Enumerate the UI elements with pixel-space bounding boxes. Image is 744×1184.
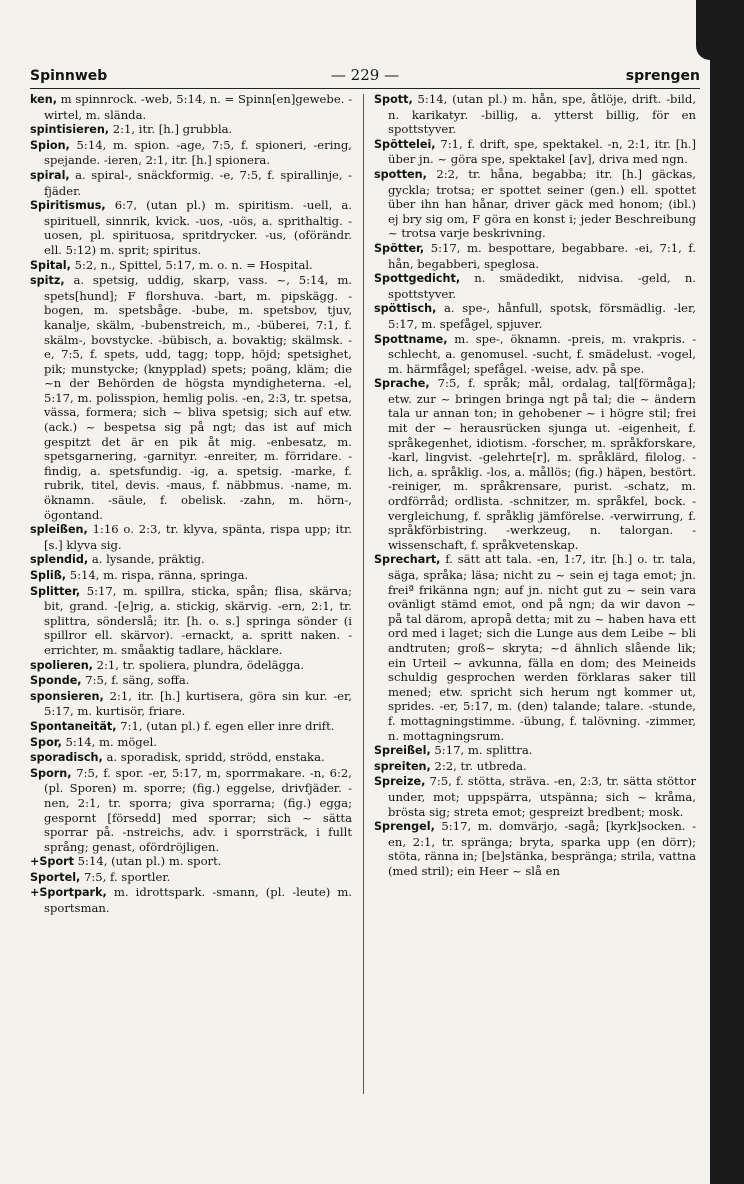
headword: Sprache, [374,377,430,391]
headword: spöttisch, [374,302,437,316]
dictionary-entry [374,241,696,271]
dictionary-entry [30,766,352,855]
dictionary-entry [30,122,352,138]
page-number: — 229 — [330,66,400,84]
dictionary-entry [30,522,352,552]
headword: Spontaneität, [30,719,117,733]
right-column [374,92,696,878]
headword: spolieren, [30,658,93,672]
headword: Spötter, [374,241,425,255]
entry-definition: 7:5, f. sportler. [80,869,171,884]
left-column [30,92,352,916]
dictionary-entry [30,273,352,522]
headword: Spor, [30,735,62,749]
dictionary-entry [374,376,696,552]
entry-definition: 2:2, tr. håna, begabba; itr. [h.] gäckas, gyckla; trotsa; er spottet seiner (gen.) ell. spottet über ihn han hånar, driver gäck med honom; (ibl.) ej bry sig om, F göra en konst i; jeder Beschreibung ~ trotsa varje beskrivning. [388,166,696,241]
entry-definition: 5:2, n., Spittel, 5:17, m. o. n. = Hospital. [70,257,313,272]
headword: Sportel, [30,870,81,884]
dictionary-entry [30,673,352,689]
entry-definition: m. spe-, öknamn. -preis, m. vrakpris. -schlecht, a. genomusel. -sucht, f. smädelust. -vogel, m. härmfågel; spefågel. -weise, adv. på spe. [388,331,696,376]
headword: sporadisch, [30,751,103,765]
entry-definition: 5:17, m. spillra, sticka, spån; flisa, skärva; bit, grand. -[e]rig, a. stickig, skärvig. -ern, 2:1, tr. splittra, sönderslå; itr. [h. o. s.] springa sönder (i spillror ell. skärvor). -ernackt, a. spritt naken. -errichter, m. småaktig tadlare, häcklare. [44,583,352,657]
new-word-marker: + [30,855,40,869]
dictionary-entry [374,774,696,819]
entry-definition: 5:14, m. mögel. [61,734,157,749]
dictionary-entry [30,552,352,568]
new-word-marker: + [30,886,40,900]
entry-definition: m. idrottspark. -smann, (pl. -leute) m. sportsman. [44,885,352,916]
entry-definition: 7:5, f. språk; mål, ordalag, tal[förmåga]; etw. zur ~ bringen bringa ngt på tal; die ~ ändern tala ur annan ton; in gehobener ~ i högre stil; frei mit der ~ herausrücken sjunga ut. -eigenheit, f. språkegenhet, idiotism. -forscher, m. språkforskare, -karl, lingvist. -gelehrte[r], m. språklärd, filolog. -lich, a. språklig. -los, a. mållös; (fig.) häpen, bestört. -reiniger, m. språkrensare, purist. -schatz, m. ordförråd; ordlista. -schnitzer, m. språkfel, bock. -vergleichung, f. språklig jämförelse. -verwirrung, f. språkförbistring. -werkzeug, n. talorgan. -wissenschaft, f. språkvetenskap. [388,376,696,552]
headword: Spottgedicht, [374,272,461,286]
running-header [30,64,700,86]
headword: spiral, [30,168,70,182]
dictionary-entry [374,332,696,377]
headword: spleißen, [30,523,88,537]
headword: Splitter, [30,584,81,598]
header-last-word: sprengen [625,68,700,84]
entry-definition: a. spiral-, snäckformig. -e, 7:5, f. spirallinje, -fjäder. [44,167,352,198]
dictionary-entry [30,689,352,719]
entry-definition: 2:2, tr. utbreda. [430,758,527,773]
dictionary-entry [19,854,352,870]
entry-definition: 7:1, (utan pl.) f. egen eller inre drift. [116,718,335,733]
entry-definition: 5:14, m. spion. -age, 7:5, f. spioneri, -ering, spejande. -ieren, 2:1, itr. [h.] spionera. [44,137,352,168]
dictionary-entry [30,258,352,274]
dictionary-entry [374,743,696,759]
dictionary-entry [374,819,696,878]
entry-definition: 2:1, tr. spoliera, plundra, ödelägga. [92,657,305,672]
dictionary-entry [30,198,352,257]
headword: Spion, [30,138,70,152]
headword: Spott, [374,93,413,106]
entry-definition: m spinnrock. -web, 5:14, n. = Spinn[en]gewebe. -wirtel, m. slända. [44,92,352,122]
headword: spreiten, [374,759,431,773]
dictionary-body [30,92,700,1122]
dictionary-entry [374,759,696,775]
entry-definition: 5:17, m. splittra. [430,743,533,758]
dictionary-entry [374,92,696,137]
dictionary-entry [30,658,352,674]
headword: Spottname, [374,332,448,346]
dictionary-entry [30,870,352,886]
headword: spitz, [30,274,65,288]
page-edge-shadow [710,0,744,1184]
entry-definition: 2:1, itr. [h.] kurtisera, göra sin kur. -er, 5:17, m. kurtisör, friare. [44,688,352,719]
header-rule [30,88,700,89]
dictionary-entry [30,568,352,584]
headword: Sporn, [30,766,72,780]
entry-definition: 5:14, (utan pl.) m. sport. [74,854,222,869]
headword: spotten, [374,167,427,181]
dictionary-entry [30,138,352,168]
entry-definition: 7:1, f. drift, spe, spektakel. -n, 2:1, itr. [h.] über jn. ~ göra spe, spektakel [av], driva med ngn. [388,136,696,167]
entry-definition: 5:17, m. domvärjo, -sagå; [kyrk]socken. -en, 2:1, tr. spränga; bryta, sparka upp (en dörr); stöta, ränna in; [be]stänka, bespränga; strila, vattna (med stril); ein Heer ~ slå en [388,819,696,878]
dictionary-entry [374,167,696,241]
dictionary-entry [374,271,696,301]
dictionary-entry [374,552,696,743]
dictionary-entry [30,584,352,658]
dictionary-entry [30,735,352,751]
entry-definition: 7:5, f. säng, soffa. [81,673,190,688]
headword: spintisieren, [30,123,110,137]
entry-definition: a. lysande, präktig. [88,552,205,567]
entry-definition: a. sporadisk, spridd, strödd, enstaka. [102,750,325,765]
dictionary-entry [19,885,352,915]
headword: Sportpark, [39,886,107,900]
entry-definition: 7:5, f. spor. -er, 5:17, m, sporrmakare. -n, 6:2, (pl. Sporen) m. sporre; (fig.) eggelse, drivfjäder. -nen, 2:1, tr. sporra; giva sporrarna; (fig.) egga; gespornt [försedd] med sporrar; sich ~ sätta sporrar på. -nstreichs, adv. i sporrsträck, i fullt språng; genast, ofördröjligen. [44,765,352,854]
headword: Sprechart, [374,553,441,567]
headword: ken, [30,93,57,106]
headword: Spital, [30,258,71,272]
entry-definition: 5:17, m. bespottare, begabbare. -ei, 7:1, f. hån, begabberi, speglosa. [388,240,696,271]
entry-definition: 5:14, (utan pl.) m. hån, spe, åtlöje, drift. -bild, n. karikatyr. -billig, a. ytterst billig, för en spottstyver. [388,92,696,137]
header-first-word: Spinnweb [30,68,108,84]
headword: splendid, [30,553,89,567]
headword: Spreißel, [374,744,431,758]
entry-definition: 6:7, (utan pl.) m. spiritism. -uell, a. spirituell, sinnrik, kvick. -uos, -uös, a. sprithaltig. -uosen, pl. spirituosa, spritdrycker. -us, (oförändr. ell. 5:12) m. sprit; spiritus. [44,198,352,257]
entry-definition: 7:5, f. stötta, sträva. -en, 2:3, tr. sätta stöttor under, mot; uppspärra, utspänna; sich ~ kråma, brösta sig; streta emot; gespreizt bredbent; mosk. [388,774,696,819]
dictionary-entry [374,301,696,331]
headword: Spliß, [30,569,67,582]
headword: Sprengel, [374,820,435,834]
headword: Spiritismus, [30,199,106,213]
headword: Sponde, [30,674,82,688]
dictionary-entry [374,137,696,167]
headword: Spöttelei, [374,137,436,151]
entry-definition: n. smädedikt, nidvisa. -geld, n. spottstyver. [388,271,696,301]
headword: Spreize, [374,775,426,789]
column-divider [363,94,364,1094]
entry-definition: f. sätt att tala. -en, 1:7, itr. [h.] o. tr. tala, säga, språka; läsa; nicht zu ~ sein ej taga emot; jn. freiª frikänna ngn; auf jn. nicht gut zu ~ sein vara ovänligt stämd emot, ond på ngn; da wir davon ~ på tal därom, apropå detta; mit zu ~ haben hava ett ord med i laget; sich die Lunge aus dem Leibe ~ bli andtruten; groß~ skryta; ~d ähnlich slående lik; ein Urteil ~ avkunna, fälla en dom; des Meineids schuldig gesprochen werden förklaras saker till mened; etw. spricht sich herum ngt kommer ut, sprides. -er, 5:17, m. (den) talande; talare. -stunde, f. mottagningstimme. -übung, f. talövning. -zimmer, n. mottagningsrum. [388,552,696,743]
dictionary-entry [30,719,352,735]
entry-definition: a. spe-, hånfull, spotsk, försmädlig. -ler, 5:17, m. spefågel, spjuver. [388,301,696,331]
entry-definition: a. spetsig, uddig, skarp, vass. ~, 5:14, m. spets[hund]; F florshuva. -bart, m. pipskägg. -bogen, m. spetsbåge. -bube, m. spetsbov, tjuv, kanalje, skälm, -bubenstreich, m., -büberei, 7:1, f. skälm-, bovstycke. -bübisch, a. bovaktig; skälmsk. -e, 7:5, f. spets, udd, tagg; topp, höjd; spetsighet, pik; munstycke; (knypplad) spets; poäng, kläm; die ~n der Behörden de högsta myndigheterna. -el, 5:17, m. polisspion, hemlig polis. -en, 2:3, tr. spetsa, vässa, formera; sich ~ bliva spetsig; sich auf etw. (ack.) ~ bespetsa sig på ngt; das ist auf mich gespitzt det är en pik åt mig. -enbesatz, m. spetsgarnering, -garnityr. -enreiter, m. förridare. -findig, a. spetsfundig. -ig, a. spetsig. -marke, f. rubrik, titel, devis. -maus, f. näbbmus. -name, m. öknamn. -säule, f. obelisk. -zahn, m. hörn-, ögontand. [44,273,352,522]
dictionary-entry [30,750,352,766]
headword: sponsieren, [30,689,104,703]
dictionary-entry [30,168,352,198]
entry-definition: 2:1, itr. [h.] grubbla. [109,122,233,137]
entry-definition: 1:16 o. 2:3, tr. klyva, spänta, rispa upp; itr. [s.] klyva sig. [44,522,352,552]
dictionary-entry [30,92,352,122]
entry-definition: 5:14, m. rispa, ränna, springa. [66,568,249,582]
headword: Sport [39,855,74,869]
